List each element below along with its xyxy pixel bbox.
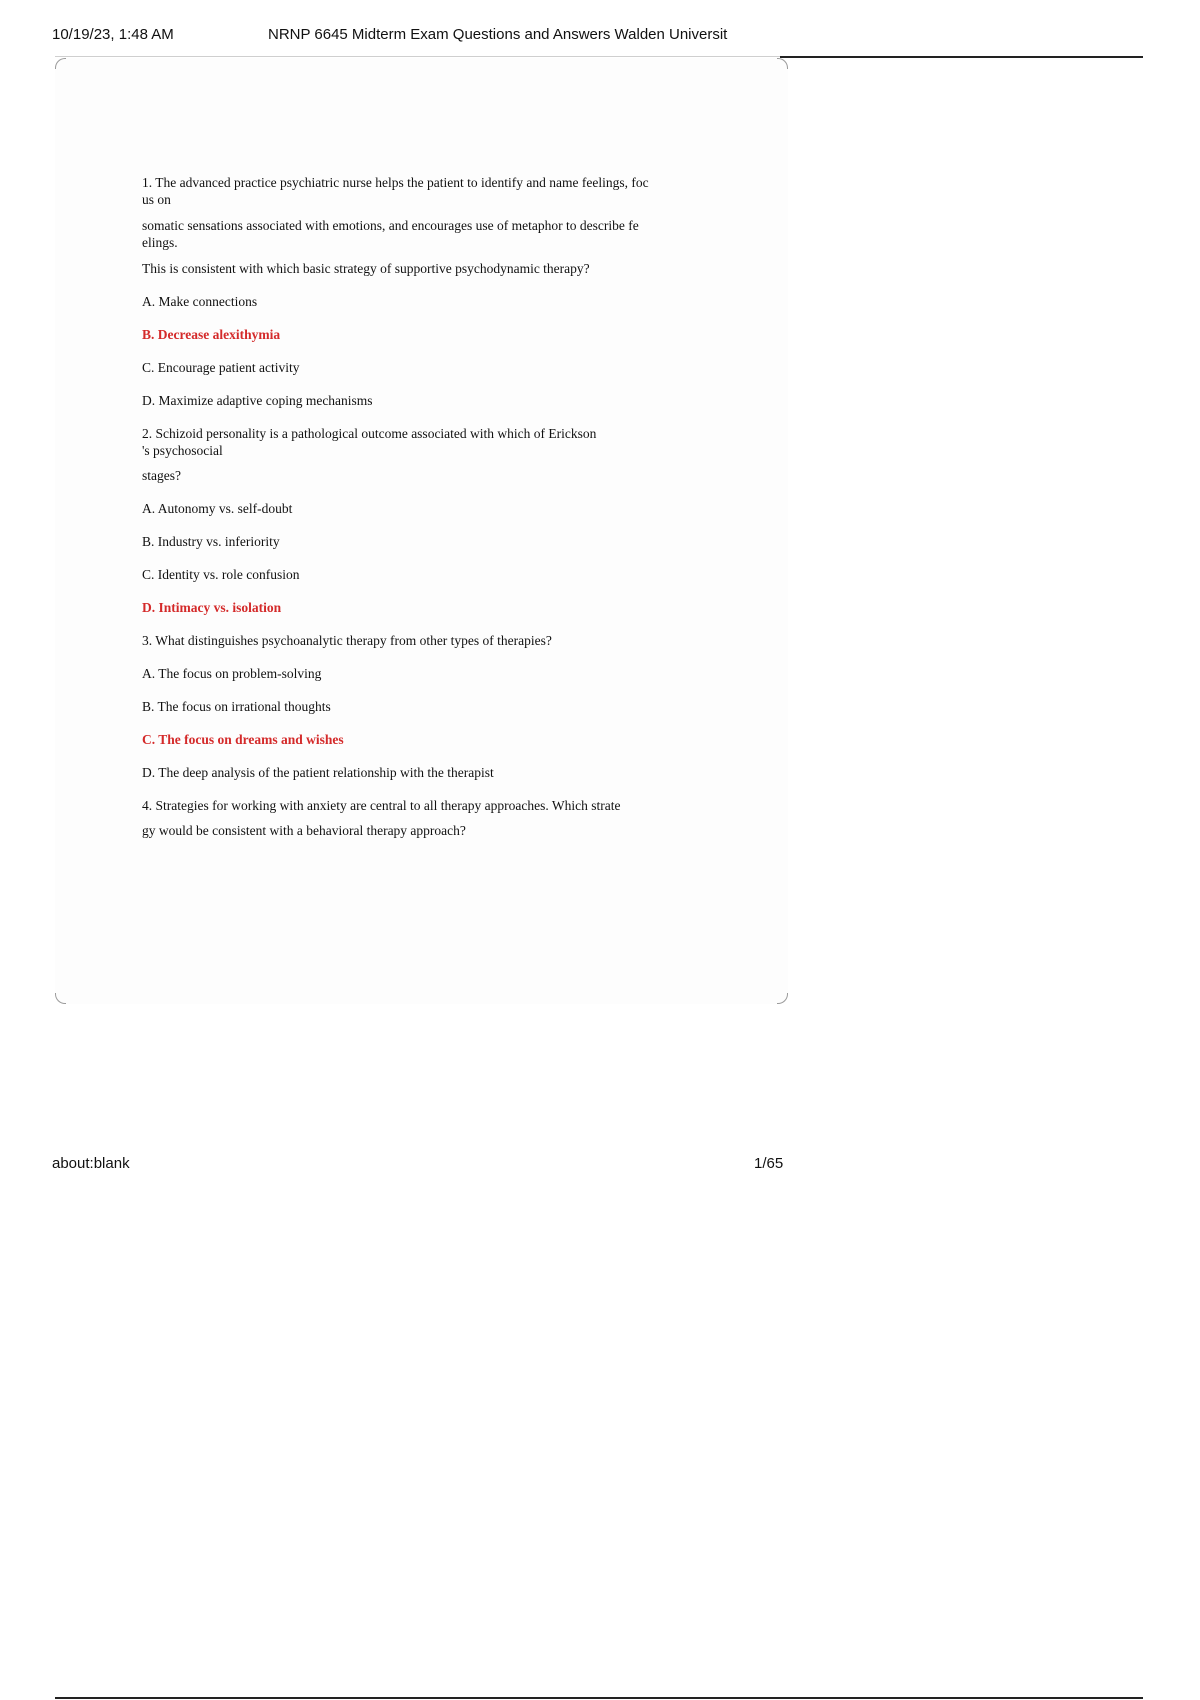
question-1-line: elings. xyxy=(142,235,178,250)
question-2-option-d-correct: D. Intimacy vs. isolation xyxy=(142,600,282,615)
question-3-line: 3. What distinguishes psychoanalytic therapy from other types of therapies? xyxy=(142,633,552,648)
exam-content xyxy=(142,174,702,839)
frame-corner xyxy=(55,58,66,69)
question-4-line: gy would be consistent with a behavioral therapy approach? xyxy=(142,823,466,838)
question-1-option-b-correct: B. Decrease alexithymia xyxy=(142,327,281,342)
question-2-line: 's psychosocial xyxy=(142,443,223,458)
question-3-option-b: B. The focus on irrational thoughts xyxy=(142,699,331,714)
question-2-option-a: A. Autonomy vs. self-doubt xyxy=(142,501,293,516)
question-1-option-d: D. Maximize adaptive coping mechanisms xyxy=(142,393,373,408)
question-2-line: stages? xyxy=(142,468,181,483)
print-datetime: 10/19/23, 1:48 AM xyxy=(52,26,174,43)
frame-corner xyxy=(777,58,788,69)
question-1-line: 1. The advanced practice psychiatric nurse helps the patient to identify and name feelings, foc xyxy=(142,175,649,190)
question-2-option-b: B. Industry vs. inferiority xyxy=(142,534,280,549)
question-3-option-a: A. The focus on problem-solving xyxy=(142,666,322,681)
header-divider-light xyxy=(55,56,780,57)
question-1-line: This is consistent with which basic strategy of supportive psychodynamic therapy? xyxy=(142,261,590,276)
document-title: NRNP 6645 Midterm Exam Questions and Answers Walden Universit xyxy=(268,26,728,43)
bottom-divider xyxy=(55,1697,1143,1699)
question-1-line: us on xyxy=(142,192,171,207)
frame-corner xyxy=(55,993,66,1004)
question-1-option-c: C. Encourage patient activity xyxy=(142,360,300,375)
question-3-option-d: D. The deep analysis of the patient relationship with the therapist xyxy=(142,765,494,780)
footer-url: about:blank xyxy=(52,1155,130,1172)
question-4-line: 4. Strategies for working with anxiety are central to all therapy approaches. Which strate xyxy=(142,798,621,813)
question-3-option-c-correct: C. The focus on dreams and wishes xyxy=(142,732,344,747)
question-2-option-c: C. Identity vs. role confusion xyxy=(142,567,300,582)
frame-corner xyxy=(777,993,788,1004)
question-1-line: somatic sensations associated with emotions, and encourages use of metaphor to describe fe xyxy=(142,218,639,233)
question-1-option-a: A. Make connections xyxy=(142,294,258,309)
header-divider xyxy=(780,56,1143,58)
page-number: 1/65 xyxy=(754,1155,784,1172)
question-2-line: 2. Schizoid personality is a pathological outcome associated with which of Erickson xyxy=(142,426,597,441)
